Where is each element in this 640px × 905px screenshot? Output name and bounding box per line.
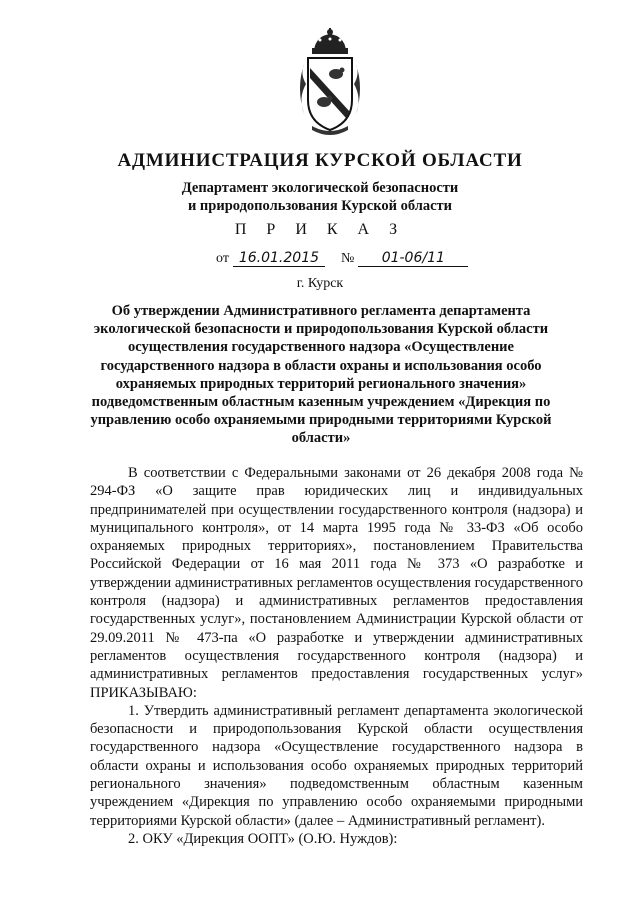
order-number: 01-06/11 bbox=[358, 250, 468, 267]
item-1-paragraph: 1. Утвердить административный регламент департамента экологической безопасности и природопользования Курской области осуществления государственного надзора «Осуществление государственного надзора в области охраны и использования особо охраняемых природных территорий регионального значения» подведомственным областным казенным учреждением «Дирекция по управлению особо охраняемыми природными территориями Курской области» (далее – Административный регламент). bbox=[90, 702, 583, 829]
document-title: Об утверждении Административного регламента департамента экологической безопасности и природопользования Курской области осуществления государственного надзора «Осуществление государственного надзора в области охраны и использования особо охраняемых природных территорий регионального значения» подведомственным областным казенным учреждением «Дирекция по управлению особо охраняемыми природными территориями Курской области» bbox=[90, 303, 552, 447]
city: г. Курск bbox=[296, 276, 344, 291]
department-line-2: и природопользования Курской области bbox=[187, 198, 453, 214]
item-2-paragraph: 2. ОКУ «Дирекция ООПТ» (О.Ю. Нуждов): bbox=[128, 830, 398, 847]
department-line-1: Департамент экологической безопасности bbox=[181, 180, 459, 196]
order-date: 16.01.2015 bbox=[233, 250, 325, 267]
organization-name: АДМИНИСТРАЦИЯ КУРСКОЙ ОБЛАСТИ bbox=[117, 150, 523, 171]
number-prefix: № bbox=[340, 251, 355, 266]
preamble-paragraph: В соответствии с Федеральными законами от 26 декабря 2008 года № 294-ФЗ «О защите прав юридических лиц и индивидуальных предпринимателей при осуществлении государственного контроля (надзора) и муниципального контроля», от 14 марта 1995 года № 33-ФЗ «Об особо охраняемых природных территориях», постановлением Правительства Российской Федерации от 16 мая 2011 года № 373 «О разработке и утверждении административных регламентов осуществления государственного контроля (надзора) и административных регламентов предоставления государственных услуг», постановлением Администрации Курской области от 29.09.2011 № 473-па «О разработке и утверждении административных регламентов осуществления государственного контроля (надзора) и административных регламентов предоставления государственных услуг» ПРИКАЗЫВАЮ: bbox=[90, 465, 583, 701]
department-name bbox=[0, 179, 640, 215]
document-type: П Р И К А З bbox=[234, 221, 406, 238]
order-date-number bbox=[216, 250, 468, 267]
document-body bbox=[90, 464, 583, 848]
date-prefix: от bbox=[216, 251, 229, 266]
kursk-coat-of-arms-icon bbox=[294, 28, 366, 138]
